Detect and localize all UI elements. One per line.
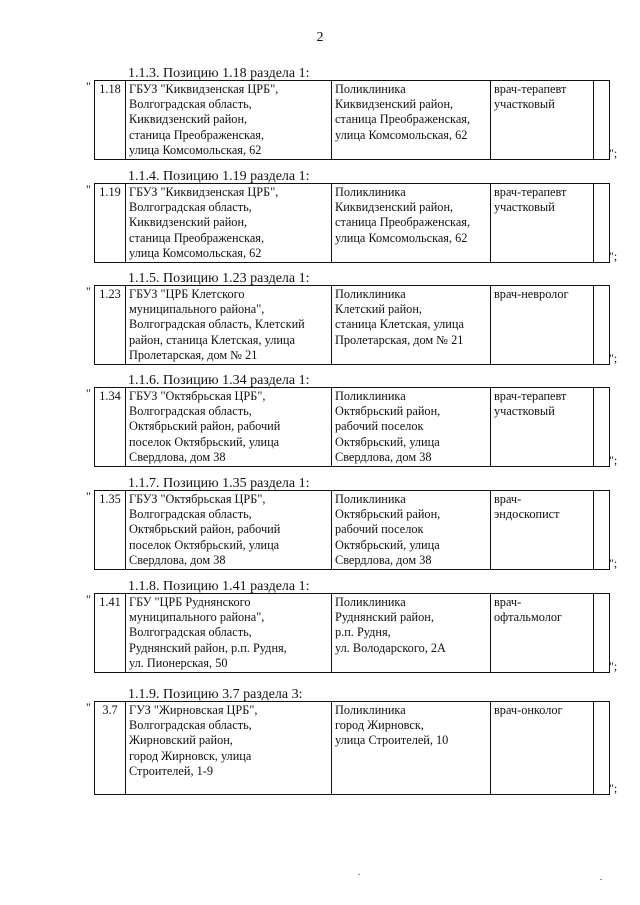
organization-cell-line: ГБУ "ЦРБ Руднянского	[129, 595, 251, 609]
clinic-cell-line: город Жирновск,	[335, 718, 424, 733]
organization-cell-line: Волгоградская область,	[129, 200, 252, 215]
clinic-cell-line: Октябрьский район,	[335, 507, 441, 522]
table-row	[95, 491, 610, 570]
section-heading: 1.1.4. Позицию 1.19 раздела 1:	[128, 169, 310, 184]
specialty-cell-line: врач-терапевт	[494, 82, 567, 96]
specialty-cell-line: участковый	[494, 97, 555, 112]
organization-cell	[126, 286, 332, 365]
scan-speck	[600, 879, 602, 880]
clinic-cell-line: Октябрьский район,	[335, 404, 441, 419]
specialty-cell-line: врач-	[494, 595, 522, 609]
section-heading: 1.1.7. Позицию 1.35 раздела 1:	[128, 476, 310, 491]
specialty-cell-line: врач-	[494, 492, 522, 506]
organization-cell-line: Волгоградская область, Клетский	[129, 317, 305, 332]
position-number: 1.41	[95, 594, 126, 673]
organization-cell-line: ГБУЗ "Октябрьская ЦРБ",	[129, 492, 266, 506]
table-row	[95, 184, 610, 263]
clinic-cell-line: улица Комсомольская, 62	[335, 127, 468, 142]
organization-cell-line: ГБУЗ "Киквидзенская ЦРБ",	[129, 82, 279, 96]
empty-cell	[594, 81, 610, 160]
organization-cell-line: муниципального района",	[129, 302, 265, 317]
clinic-cell	[332, 491, 491, 570]
clinic-cell	[332, 184, 491, 263]
position-number: 1.23	[95, 286, 126, 365]
specialty-cell	[491, 702, 594, 795]
clinic-cell-line: Свердлова, дом 38	[335, 449, 432, 464]
position-number: 1.18	[95, 81, 126, 160]
specialty-cell-line: врач-невролог	[494, 287, 569, 301]
specialty-cell	[491, 491, 594, 570]
organization-cell-line: Строителей, 1-9	[129, 763, 213, 778]
table-row	[95, 286, 610, 365]
organization-cell	[126, 388, 332, 467]
organization-cell-line: город Жирновск, улица	[129, 748, 252, 763]
table-row	[95, 388, 610, 467]
section-heading: 1.1.3. Позицию 1.18 раздела 1:	[128, 66, 310, 81]
organization-cell-line: Октябрьский район, рабочий	[129, 419, 281, 434]
position-table	[94, 701, 610, 795]
organization-cell-line: Свердлова, дом 38	[129, 552, 226, 567]
section-heading: 1.1.9. Позицию 3.7 раздела 3:	[128, 687, 303, 702]
clinic-cell-line: Поликлиника	[335, 82, 406, 96]
clinic-cell	[332, 286, 491, 365]
clinic-cell-line: рабочий поселок	[335, 419, 424, 434]
clinic-cell-line: рабочий поселок	[335, 522, 424, 537]
specialty-cell-line: врач-терапевт	[494, 185, 567, 199]
organization-cell-line: ГБУЗ "ЦРБ Клетского	[129, 287, 245, 301]
organization-cell-line: муниципального района",	[129, 610, 265, 625]
empty-cell	[594, 286, 610, 365]
organization-cell-line: Октябрьский район, рабочий	[129, 522, 281, 537]
closing-quote: ";	[609, 146, 618, 160]
clinic-cell-line: станица Преображенская,	[335, 215, 471, 230]
clinic-cell-line: Клетский район,	[335, 302, 422, 317]
section-heading: 1.1.8. Позицию 1.41 раздела 1:	[128, 579, 310, 594]
closing-quote: ";	[609, 659, 618, 673]
clinic-cell-line: станица Клетская, улица	[335, 317, 464, 332]
organization-cell-line: улица Комсомольская, 62	[129, 142, 262, 157]
clinic-cell-line: Пролетарская, дом № 21	[335, 332, 464, 347]
opening-quote: "	[86, 700, 91, 714]
clinic-cell-line: Поликлиника	[335, 703, 406, 717]
clinic-cell-line: Свердлова, дом 38	[335, 552, 432, 567]
specialty-cell	[491, 184, 594, 263]
clinic-cell-line: Поликлиника	[335, 185, 406, 199]
empty-cell	[594, 184, 610, 263]
organization-cell	[126, 491, 332, 570]
organization-cell-line: ГБУЗ "Октябрьская ЦРБ",	[129, 389, 266, 403]
clinic-cell-line: Октябрьский, улица	[335, 537, 440, 552]
clinic-cell-line: Поликлиника	[335, 595, 406, 609]
organization-cell-line: Руднянский район, р.п. Рудня,	[129, 640, 287, 655]
position-table	[94, 387, 610, 467]
clinic-cell	[332, 81, 491, 160]
empty-cell	[594, 594, 610, 673]
organization-cell-line: Киквидзенский район,	[129, 215, 248, 230]
organization-cell-line: ГБУЗ "Киквидзенская ЦРБ",	[129, 185, 279, 199]
organization-cell-line: ул. Пионерская, 50	[129, 655, 228, 670]
organization-cell-line: Волгоградская область,	[129, 625, 252, 640]
position-table	[94, 183, 610, 263]
position-number: 1.34	[95, 388, 126, 467]
closing-quote: ";	[609, 351, 618, 365]
clinic-cell-line: улица Строителей, 10	[335, 733, 449, 748]
specialty-cell-line: участковый	[494, 200, 555, 215]
position-number: 1.35	[95, 491, 126, 570]
clinic-cell-line: станица Преображенская,	[335, 112, 471, 127]
specialty-cell	[491, 81, 594, 160]
table-row	[95, 594, 610, 673]
clinic-cell-line: Поликлиника	[335, 492, 406, 506]
clinic-cell-line: р.п. Рудня,	[335, 625, 391, 640]
organization-cell-line: Волгоградская область,	[129, 718, 252, 733]
closing-quote: ";	[609, 556, 618, 570]
clinic-cell-line: Руднянский район,	[335, 610, 434, 625]
clinic-cell	[332, 594, 491, 673]
clinic-cell-line: Октябрьский, улица	[335, 434, 440, 449]
opening-quote: "	[86, 592, 91, 606]
organization-cell-line: Киквидзенский район,	[129, 112, 248, 127]
specialty-cell-line: врач-терапевт	[494, 389, 567, 403]
specialty-cell-line: эндоскопист	[494, 507, 560, 522]
specialty-cell-line: участковый	[494, 404, 555, 419]
clinic-cell	[332, 702, 491, 795]
organization-cell	[126, 81, 332, 160]
organization-cell	[126, 184, 332, 263]
opening-quote: "	[86, 489, 91, 503]
organization-cell	[126, 594, 332, 673]
clinic-cell-line: Киквидзенский район,	[335, 97, 454, 112]
opening-quote: "	[86, 284, 91, 298]
opening-quote: "	[86, 79, 91, 93]
organization-cell-line: Жирновский район,	[129, 733, 233, 748]
organization-cell-line: Волгоградская область,	[129, 97, 252, 112]
organization-cell-line: Свердлова, дом 38	[129, 449, 226, 464]
specialty-cell	[491, 286, 594, 365]
empty-cell	[594, 702, 610, 795]
scan-speck	[358, 874, 360, 875]
organization-cell-line: район, станица Клетская, улица	[129, 332, 295, 347]
organization-cell-line: улица Комсомольская, 62	[129, 245, 262, 260]
specialty-cell	[491, 594, 594, 673]
clinic-cell-line: ул. Володарского, 2А	[335, 640, 446, 655]
organization-cell-line: станица Преображенская,	[129, 127, 265, 142]
organization-cell	[126, 702, 332, 795]
opening-quote: "	[86, 182, 91, 196]
page-number: 2	[316, 30, 324, 45]
table-row	[95, 702, 610, 795]
empty-cell	[594, 388, 610, 467]
organization-cell-line: Волгоградская область,	[129, 404, 252, 419]
position-number: 1.19	[95, 184, 126, 263]
organization-cell-line: Пролетарская, дом № 21	[129, 347, 258, 362]
specialty-cell	[491, 388, 594, 467]
closing-quote: ";	[609, 453, 618, 467]
specialty-cell-line: врач-онколог	[494, 703, 563, 717]
organization-cell-line: ГУЗ "Жирновская ЦРБ",	[129, 703, 258, 717]
clinic-cell-line: улица Комсомольская, 62	[335, 230, 468, 245]
section-heading: 1.1.5. Позицию 1.23 раздела 1:	[128, 271, 310, 286]
organization-cell-line: Волгоградская область,	[129, 507, 252, 522]
position-table	[94, 80, 610, 160]
organization-cell-line: поселок Октябрьский, улица	[129, 434, 280, 449]
position-table	[94, 285, 610, 365]
closing-quote: ";	[609, 781, 618, 795]
closing-quote: ";	[609, 249, 618, 263]
clinic-cell-line: Поликлиника	[335, 389, 406, 403]
opening-quote: "	[86, 386, 91, 400]
organization-cell-line: станица Преображенская,	[129, 230, 265, 245]
specialty-cell-line: офтальмолог	[494, 610, 563, 625]
empty-cell	[594, 491, 610, 570]
clinic-cell-line: Поликлиника	[335, 287, 406, 301]
organization-cell-line: поселок Октябрьский, улица	[129, 537, 280, 552]
position-table	[94, 490, 610, 570]
section-heading: 1.1.6. Позицию 1.34 раздела 1:	[128, 373, 310, 388]
position-number: 3.7	[95, 702, 126, 795]
position-table	[94, 593, 610, 673]
clinic-cell	[332, 388, 491, 467]
clinic-cell-line: Киквидзенский район,	[335, 200, 454, 215]
table-row	[95, 81, 610, 160]
